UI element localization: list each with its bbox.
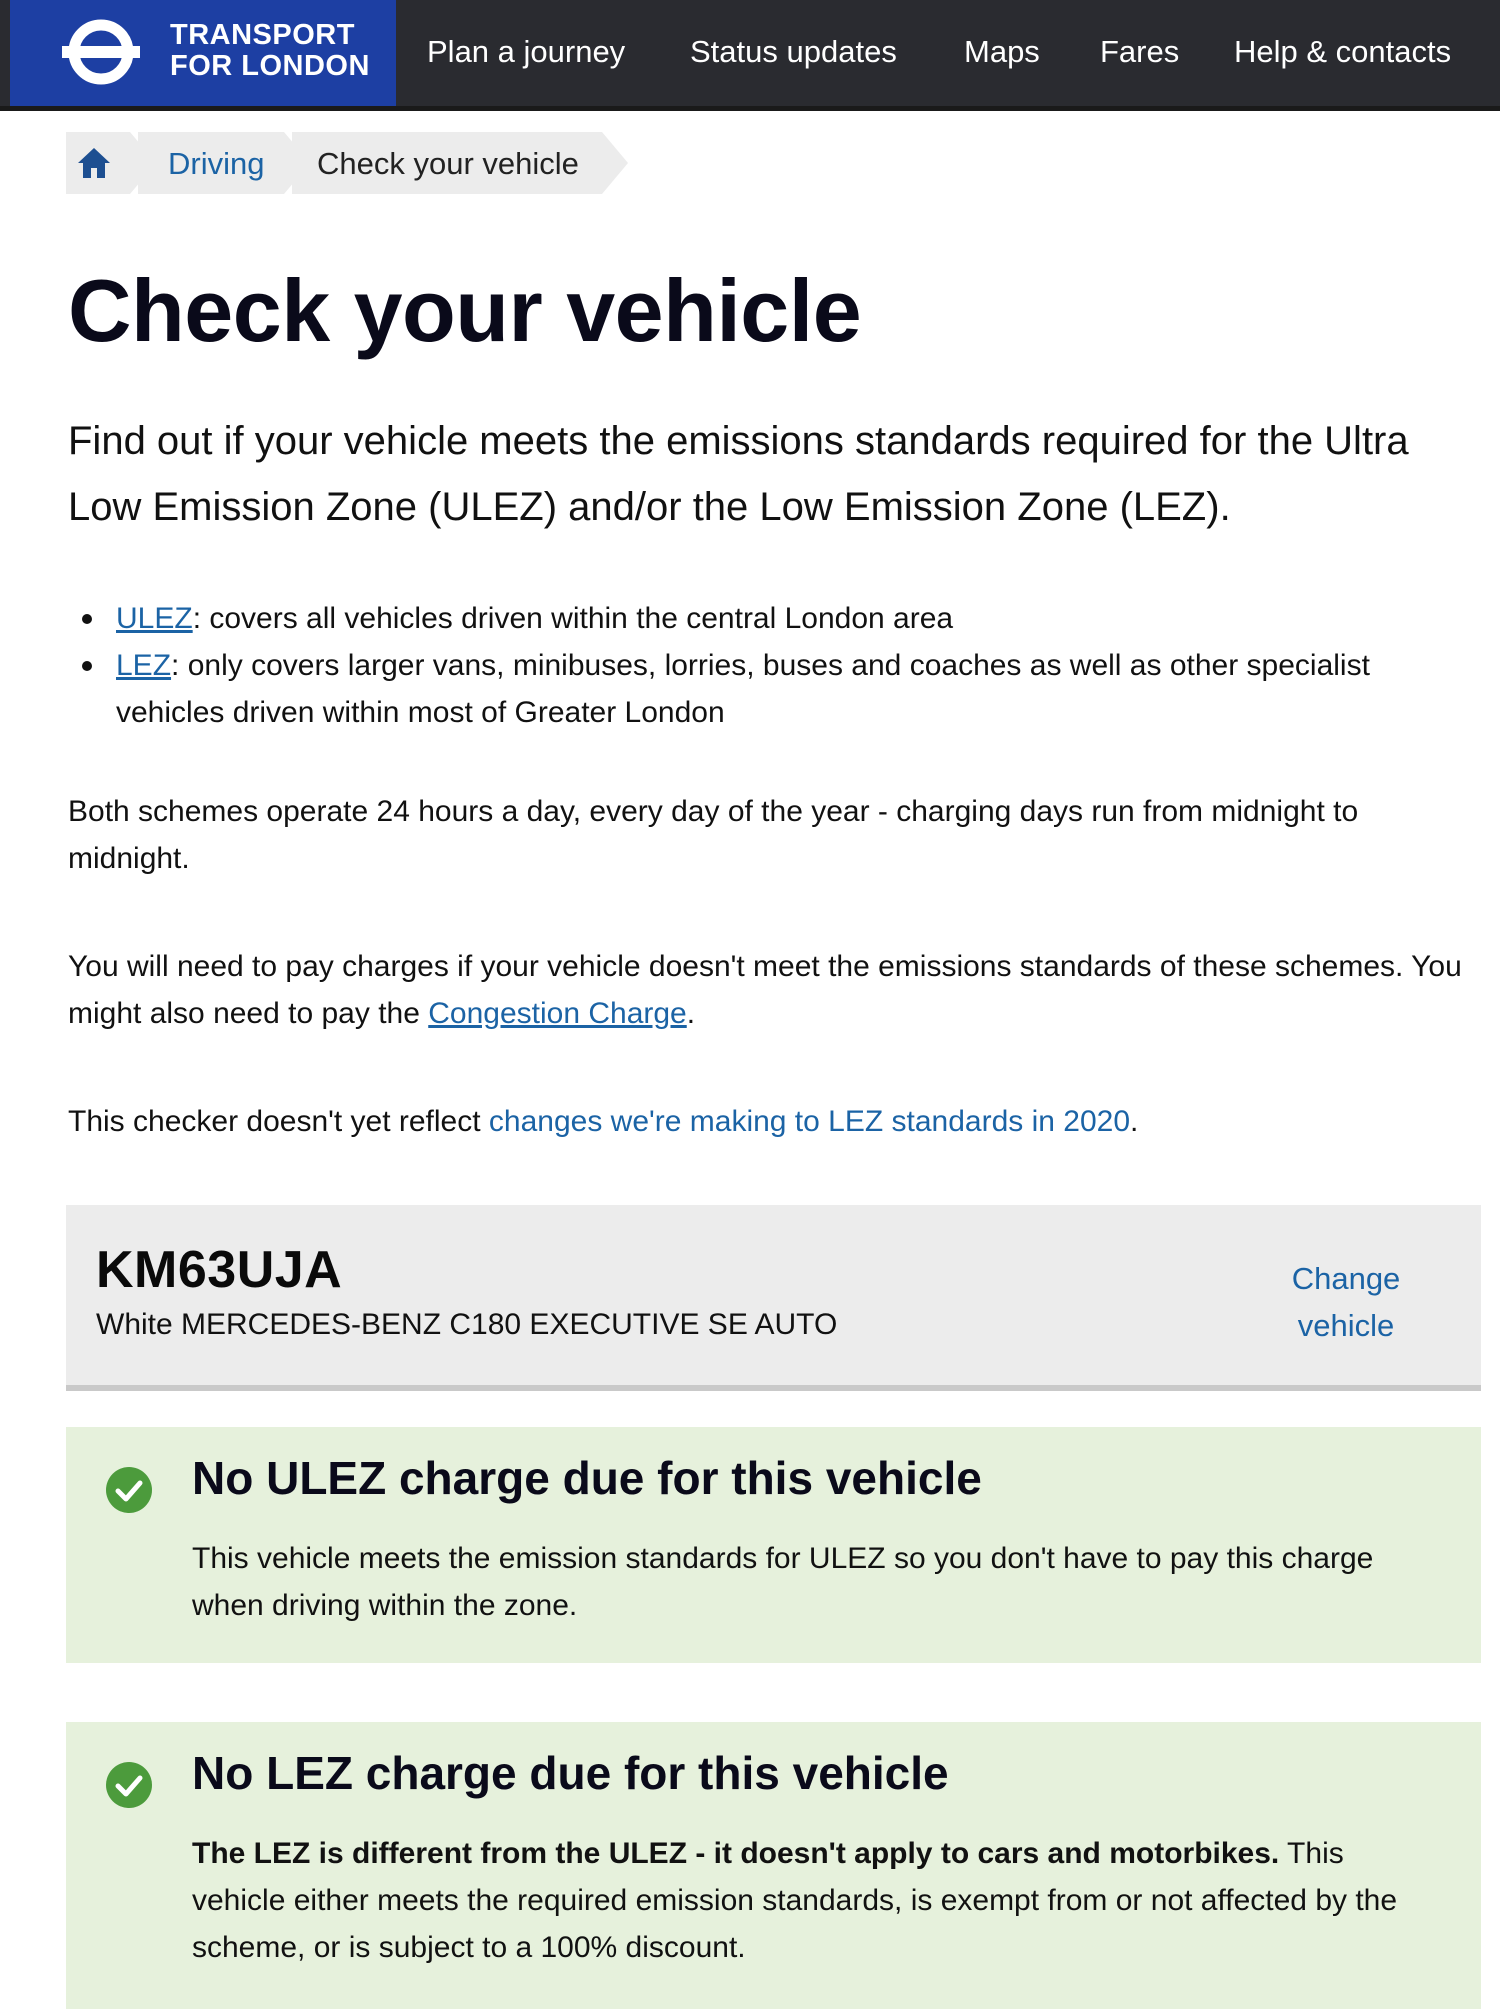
checker-notice-text: This checker doesn't yet reflect (68, 1105, 489, 1138)
breadcrumb-home[interactable] (66, 132, 130, 194)
lez-result-heading: No LEZ charge due for this vehicle (192, 1747, 949, 1799)
lez-changes-2020-link[interactable]: changes we're making to LEZ standards in 2020 (488, 1105, 1131, 1138)
brand-line-2: FOR LONDON (170, 50, 370, 82)
breadcrumb-current-label: Check your vehicle (317, 146, 579, 181)
charges-text: You will need to pay charges if your vehicle doesn't meet the emissions standards of these schemes. You might also need to pay the (68, 950, 1462, 1030)
lead-paragraph: Find out if your vehicle meets the emissions standards required for the Ultra Low Emission Zone (ULEZ) and/or the Low Emission Zone (LEZ). (68, 419, 1409, 529)
vehicle-description: White MERCEDES-BENZ C180 EXECUTIVE SE AUTO (96, 1308, 838, 1341)
home-icon (76, 146, 112, 180)
vehicle-registration: KM63UJA (96, 1241, 343, 1299)
lez-result-body (192, 1830, 1412, 1971)
zone-list (68, 595, 1468, 736)
ulez-description: : covers all vehicles driven within the central London area (192, 602, 954, 635)
tfl-roundel-icon (62, 18, 140, 86)
brand-line-1: TRANSPORT (170, 19, 355, 51)
nav-status-updates[interactable]: Status updates (690, 34, 897, 69)
ulez-result-panel (66, 1427, 1481, 1663)
list-item-ulez (68, 595, 1468, 642)
lez-result-text: This vehicle either meets the required emission standards, is exempt from or not affected by the scheme, or is subject to a 100% discount. (192, 1837, 1398, 1964)
vehicle-summary-panel (66, 1205, 1481, 1391)
ulez-result-body: This vehicle meets the emission standards for ULEZ so you don't have to pay this charge when driving within the zone. (192, 1542, 1374, 1622)
lez-description: : only covers larger vans, minibuses, lorries, buses and coaches as well as other specialist vehicles driven within most of Greater London (116, 649, 1370, 729)
top-navigation-bar (0, 0, 1500, 111)
congestion-charge-link[interactable]: Congestion Charge (428, 997, 687, 1030)
tfl-logo-link[interactable] (10, 0, 396, 106)
lez-result-emphasis: The LEZ is different from the ULEZ - it doesn't apply to cars and motorbikes. (192, 1837, 1280, 1870)
change-vehicle-line-1[interactable]: Change (1291, 1261, 1401, 1296)
nav-fares[interactable]: Fares (1100, 34, 1180, 69)
check-circle-icon (106, 1762, 152, 1808)
change-vehicle-link[interactable] (1271, 1255, 1421, 1349)
page-title: Check your vehicle (68, 261, 862, 360)
checker-notice-text-end: . (1130, 1105, 1139, 1138)
nav-plan-a-journey[interactable]: Plan a journey (427, 34, 626, 69)
breadcrumb-separator-icon (602, 132, 628, 194)
breadcrumb-driving-label[interactable]: Driving (168, 146, 265, 181)
schemes-hours-paragraph: Both schemes operate 24 hours a day, every day of the year - charging days run from midnight to midnight. (68, 795, 1359, 875)
brand-name (170, 20, 370, 82)
nav-help-contacts[interactable]: Help & contacts (1234, 34, 1452, 69)
checker-notice-paragraph (68, 1098, 1478, 1145)
list-item-lez (68, 642, 1468, 736)
charges-text-end: . (686, 997, 696, 1030)
nav-maps[interactable]: Maps (964, 34, 1040, 69)
change-vehicle-line-2[interactable]: vehicle (1297, 1308, 1395, 1343)
ulez-result-heading: No ULEZ charge due for this vehicle (192, 1452, 982, 1504)
charges-paragraph (68, 943, 1478, 1037)
check-circle-icon (106, 1467, 152, 1513)
ulez-link[interactable]: ULEZ (116, 602, 193, 635)
lez-result-panel (66, 1722, 1481, 2009)
lez-link[interactable]: LEZ (116, 649, 172, 682)
